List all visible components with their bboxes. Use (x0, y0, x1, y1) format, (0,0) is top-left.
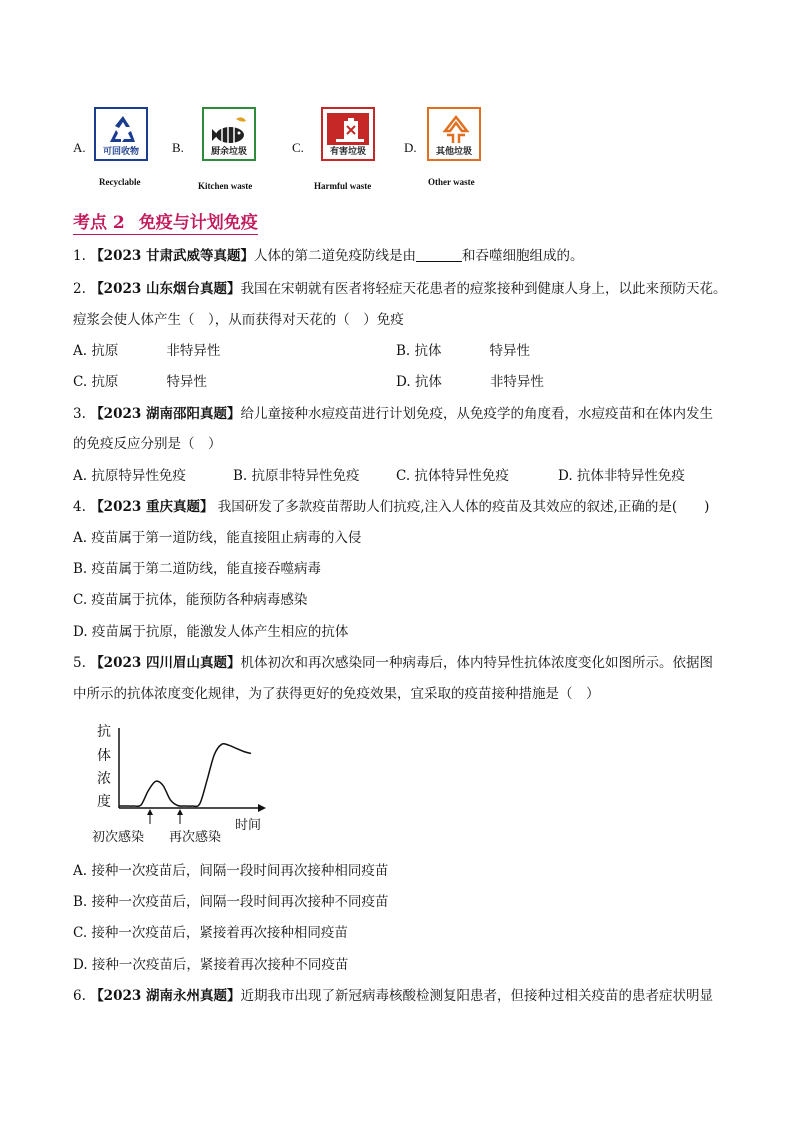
question-5 (73, 653, 713, 673)
battery-icon (327, 113, 369, 145)
x-axis-label: 时间 (234, 818, 262, 833)
option-b[interactable]: B. 抗原非特异性免疫 (233, 468, 360, 484)
question-number: 6. (73, 988, 86, 1004)
antibody-chart (86, 720, 286, 850)
option-b[interactable]: B. 疫苗属于第二道防线，能直接吞噬病毒 (73, 561, 322, 577)
question-source-tag: 【2023 重庆真题】 (90, 499, 214, 515)
question-text: 人体的第二道免疫防线是由 (253, 248, 416, 264)
question-number: 1. (73, 248, 86, 264)
option-letter-d: D. (404, 140, 417, 155)
question-text: 我国在宋朝就有医者将轻症天花患者的痘浆接种到健康人身上，以此来预防天花。 (240, 281, 727, 297)
option-d[interactable]: D. 疫苗属于抗原，能激发人体产生相应的抗体 (73, 624, 349, 640)
question-text: 近期我市出现了新冠病毒核酸检测复阳患者，但接种过相关疫苗的患者症状明显 (240, 988, 713, 1004)
harmful-waste-bin (321, 107, 375, 161)
section-heading: 免疫与计划免疫 (138, 213, 258, 233)
option-b[interactable]: B. 抗体 特异性 (396, 343, 531, 359)
option-d[interactable]: D. 接种一次疫苗后，紧接着再次接种不同疫苗 (73, 957, 349, 973)
option-letter-a: A. (73, 140, 86, 155)
answer-blank[interactable] (416, 247, 462, 262)
question-source-tag: 【2023 湖南永州真题】 (90, 988, 241, 1004)
option-a[interactable]: A. 抗原特异性免疫 (73, 468, 186, 484)
question-2 (73, 279, 726, 299)
y-label-char: 体 (97, 748, 111, 764)
question-source-tag: 【2023 四川眉山真题】 (90, 655, 241, 671)
option-c[interactable]: C. 抗体特异性免疫 (396, 468, 509, 484)
question-number: 3. (73, 406, 86, 422)
fish-bone-icon (208, 113, 250, 145)
question-2-line-2: 痘浆会使人体产生（ ），从而获得对天花的（ ）免疫 (73, 312, 404, 328)
question-4 (73, 497, 709, 517)
bin-caption-en: Recyclable (99, 177, 141, 187)
annotation-first-infection: 初次感染 (91, 830, 145, 845)
option-letter-c: C. (292, 140, 304, 155)
question-1 (73, 246, 583, 266)
bin-caption-en: Other waste (428, 177, 475, 187)
question-source-tag: 【2023 湖南邵阳真题】 (90, 406, 241, 422)
option-c[interactable]: C. 抗原 特异性 (73, 374, 207, 390)
bin-caption-cn: 厨余垃圾 (210, 147, 247, 157)
annotation-second-infection: 再次感染 (168, 830, 222, 845)
question-text: 我国研发了多款疫苗帮助人们抗疫,注入人体的疫苗及其效应的叙述,正确的是( ) (213, 499, 710, 515)
bin-caption-cn: 其他垃圾 (435, 147, 472, 157)
recyclable-bin (94, 107, 148, 161)
option-a[interactable]: A. 抗原 非特异性 (73, 343, 221, 359)
y-label-char: 浓 (97, 771, 111, 787)
first-infection-arrowhead (147, 809, 153, 815)
option-d[interactable]: D. 抗体 非特异性 (396, 374, 544, 390)
question-5-line-2: 中所示的抗体浓度变化规律，为了获得更好的免疫效果，宜采取的疫苗接种措施是（ ） (73, 686, 600, 702)
question-3 (73, 404, 713, 424)
section-label: 考点 2 (73, 213, 125, 233)
option-a[interactable]: A. 接种一次疫苗后，间隔一段时间再次接种相同疫苗 (73, 863, 389, 879)
question-source-tag: 【2023 山东烟台真题】 (90, 281, 241, 297)
question-text: 和吞噬细胞组成的。 (461, 248, 584, 264)
question-number: 2. (73, 281, 86, 297)
option-a[interactable]: A. 疫苗属于第一道防线，能直接阻止病毒的入侵 (73, 530, 362, 546)
question-6 (73, 986, 713, 1006)
question-number: 4. (73, 499, 86, 515)
second-infection-arrowhead (177, 809, 183, 815)
option-c[interactable]: C. 疫苗属于抗体，能预防各种病毒感染 (73, 592, 308, 608)
y-label-char: 度 (97, 794, 111, 810)
x-axis-arrow (258, 804, 266, 812)
option-c[interactable]: C. 接种一次疫苗后，紧接着再次接种相同疫苗 (73, 925, 348, 941)
bin-caption-en: Kitchen waste (198, 181, 253, 191)
option-d[interactable]: D. 抗体非特异性免疫 (558, 468, 685, 484)
question-3-line-2: 的免疫反应分别是（ ） (73, 436, 222, 452)
recycle-icon (100, 113, 142, 145)
question-source-tag: 【2023 甘肃武威等真题】 (90, 248, 254, 264)
section-title (73, 208, 258, 235)
bin-caption-cn: 可回收物 (102, 147, 139, 157)
series-line (119, 744, 251, 807)
option-b[interactable]: B. 接种一次疫苗后，间隔一段时间再次接种不同疫苗 (73, 894, 389, 910)
question-text: 机体初次和再次感染同一种病毒后，体内特异性抗体浓度变化如图所示。依据图 (240, 655, 713, 671)
option-letter-b: B. (172, 140, 184, 155)
kitchen-waste-bin (202, 107, 256, 161)
bin-caption-en: Harmful waste (314, 181, 372, 191)
question-number: 5. (73, 655, 86, 671)
bin-caption-cn: 有害垃圾 (329, 147, 366, 157)
other-waste-icon (433, 113, 475, 145)
other-waste-bin (427, 107, 481, 161)
question-text: 给儿童接种水痘疫苗进行计划免疫，从免疫学的角度看，水痘疫苗和在体内发生 (240, 406, 713, 422)
y-label-char: 抗 (97, 724, 111, 740)
